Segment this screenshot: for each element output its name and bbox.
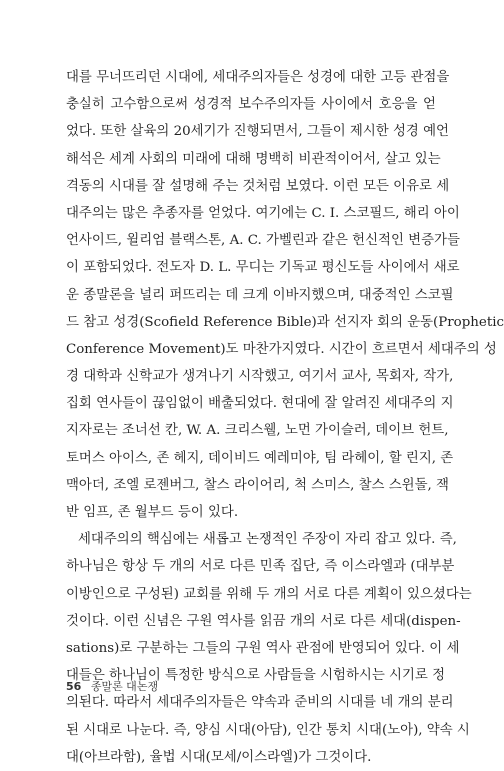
- text-line: 된 시대로 나눈다. 즉, 양심 시대(아담), 인간 통치 시대(노아), 약속 시: [66, 722, 470, 738]
- text-line: 해석은 세계 사회의 미래에 대해 명백히 비관적이어서, 살고 있는: [66, 151, 441, 167]
- page-footer: [66, 678, 158, 694]
- text-line: 대를 무너뜨리던 시대에, 세대주의자들은 성경에 대한 고등 관점을: [66, 70, 450, 85]
- paragraph-2: [66, 526, 472, 771]
- text-line: 대주의는 많은 추종자를 얻었다. 여기에는 C. I. 스코필드, 해리 아이: [66, 205, 460, 221]
- text-line: 맥아더, 조엘 로젠버그, 찰스 라이어리, 척 스미스, 찰스 스윈돌, 잭: [66, 477, 449, 493]
- running-title: 종말론 대논쟁: [90, 680, 159, 693]
- text-line: 토머스 아이스, 존 헤지, 데이비드 예레미야, 팀 라헤이, 할 린지, 존: [66, 450, 454, 466]
- text-line: 었다. 또한 살육의 20세기가 진행되면서, 그들이 제시한 성경 예언: [66, 124, 449, 140]
- text-line: 이 포함되었다. 전도자 D. L. 무디는 기독교 평신도들 사이에서 새로: [66, 260, 460, 276]
- text-line: 경 대학과 신학교가 생겨나기 시작했고, 여기서 교사, 목회자, 작가,: [66, 369, 454, 385]
- text-line: 세대주의의 핵심에는 새롭고 논쟁적인 주장이 자리 잡고 있다. 즉,: [78, 532, 457, 548]
- text-line: sations)로 구분하는 그들의 구원 역사 관점에 반영되어 있다. 이 세: [66, 640, 460, 656]
- text-line: 의된다. 따라서 세대주의자들은 약속과 준비의 시대를 네 개의 분리: [66, 695, 454, 711]
- page-number: 56: [66, 680, 82, 693]
- text-line: 운 종말론을 널리 퍼뜨리는 데 크게 이바지했으며, 대중적인 스코필: [66, 287, 454, 303]
- text-line: 격동의 시대를 잘 설명해 주는 것처럼 보였다. 이런 모든 이유로 세: [66, 178, 450, 194]
- paragraph-1: [66, 64, 504, 526]
- text-line: 반 임프, 존 월부드 등이 있다.: [66, 505, 239, 520]
- text-line: 대들은 하나님이 특정한 방식으로 사람들을 시험하시는 시기로 정: [66, 668, 446, 684]
- text-line: 드 참고 성경(Scofield Reference Bible)과 선지자 회의 운동(Prophetic: [66, 314, 504, 330]
- body-text: [66, 64, 504, 771]
- text-line: 이방인으로 구성된) 교회를 위해 두 개의 서로 다른 계획이 있으셨다는: [66, 586, 472, 602]
- text-line: 집회 연사들이 끊임없이 배출되었다. 현대에 잘 알려진 세대주의 지: [66, 396, 454, 412]
- text-line: Conference Movement)도 마찬가지였다. 시간이 흐르면서 세대주의 성: [66, 341, 497, 357]
- text-line: 지자로는 조너선 칸, W. A. 크리스웰, 노먼 가이슬러, 데이브 헌트,: [66, 423, 449, 439]
- text-line: 것이다. 이런 신념은 구원 역사를 읽끔 개의 서로 다른 세대(dispen-: [66, 613, 461, 629]
- text-line: 언사이드, 윌리엄 블랙스톤, A. C. 가벨린과 같은 헌신적인 변증가들: [66, 233, 460, 249]
- text-line: 하나님은 항상 두 개의 서로 다른 민족 집단, 즉 이스라엘과 (대부분: [66, 559, 455, 575]
- text-line: 대(아브라함), 율법 시대(모세/이스라엘)가 그것이다.: [66, 749, 372, 765]
- text-line: 충실히 고수함으로써 성경적 보수주의자들 사이에서 호응을 얻: [66, 97, 436, 113]
